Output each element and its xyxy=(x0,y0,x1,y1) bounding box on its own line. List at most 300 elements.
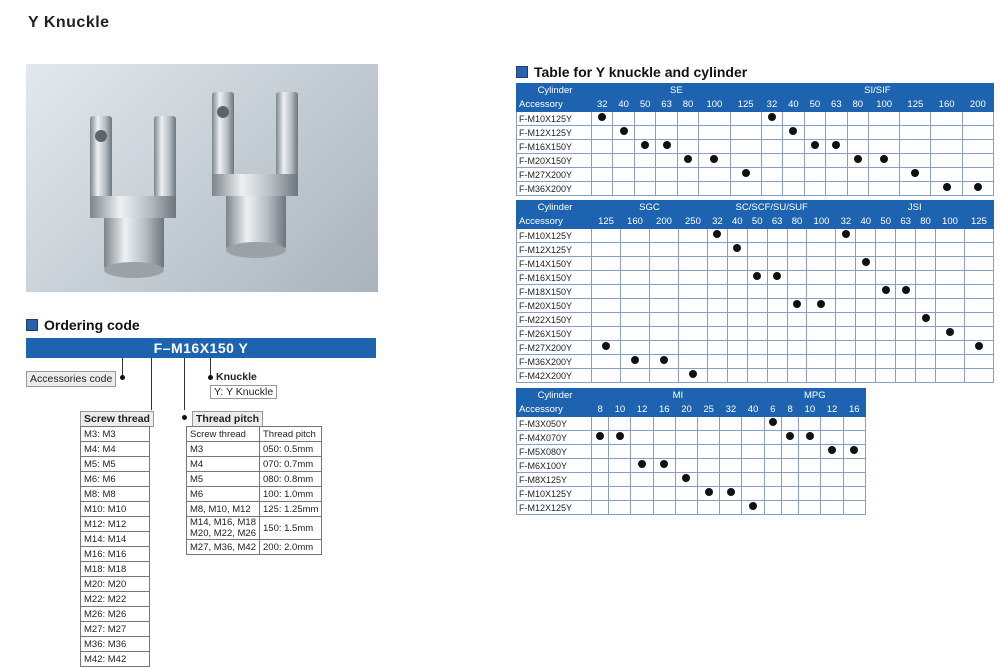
compat-cell xyxy=(856,257,876,271)
pitch-value-cell: 125: 1.25mm xyxy=(260,502,322,517)
ordering-code-bar: F–M16X150 Y xyxy=(26,338,376,358)
bore-size-header: 40 xyxy=(727,215,747,229)
pitch-header-cell: Screw thread xyxy=(187,427,260,442)
screw-thread-cell: M18: M18 xyxy=(81,562,150,577)
compat-cell xyxy=(707,257,727,271)
compat-cell xyxy=(649,355,678,369)
compat-cell xyxy=(821,501,843,515)
compat-cell xyxy=(935,271,964,285)
compatible-dot-icon xyxy=(689,370,697,378)
compat-cell xyxy=(747,341,767,355)
cylinder-label: Cylinder xyxy=(517,389,592,403)
compat-cell xyxy=(764,417,781,431)
compat-cell xyxy=(964,327,993,341)
accessory-name: F-M16X150Y xyxy=(517,271,592,285)
compat-cell xyxy=(783,154,804,168)
screw-thread-row xyxy=(81,457,150,472)
screw-thread-label: Screw thread xyxy=(80,411,154,427)
accessory-name: F-M42X200Y xyxy=(517,369,592,383)
compat-cell xyxy=(783,126,804,140)
compat-cell xyxy=(931,112,962,126)
compat-cell xyxy=(699,140,730,154)
compat-cell xyxy=(678,257,707,271)
compat-cell xyxy=(677,126,698,140)
compat-cell xyxy=(747,299,767,313)
compat-cell xyxy=(804,112,825,126)
compat-cell xyxy=(856,299,876,313)
compat-cell xyxy=(649,285,678,299)
compat-cell xyxy=(876,341,896,355)
compat-cell xyxy=(826,182,847,196)
compat-cell xyxy=(656,154,677,168)
compat-cell xyxy=(742,417,764,431)
pitch-thread-cell: M8, M10, M12 xyxy=(187,502,260,517)
compat-cell xyxy=(742,501,764,515)
compat-cell xyxy=(727,271,747,285)
bore-size-header: 12 xyxy=(631,403,653,417)
bore-size-header: 8 xyxy=(781,403,798,417)
compat-cell xyxy=(847,126,868,140)
compat-cell xyxy=(761,182,782,196)
compat-cell xyxy=(876,313,896,327)
accessory-name: F-M22X150Y xyxy=(517,313,592,327)
compat-cell xyxy=(592,271,621,285)
compat-cell xyxy=(592,445,609,459)
compat-cell xyxy=(916,257,936,271)
bore-size-header: 40 xyxy=(783,98,804,112)
accessory-name: F-M10X125Y xyxy=(517,112,592,126)
compat-cell xyxy=(807,313,836,327)
accessory-name: F-M20X150Y xyxy=(517,154,592,168)
compat-cell xyxy=(620,243,649,257)
compat-cell xyxy=(799,431,821,445)
bore-size-header: 100 xyxy=(807,215,836,229)
compat-cell xyxy=(742,431,764,445)
compat-cell xyxy=(826,126,847,140)
compat-cell xyxy=(707,285,727,299)
compat-cell xyxy=(807,257,836,271)
compatible-dot-icon xyxy=(749,502,757,510)
screw-thread-row xyxy=(81,637,150,652)
compat-cell xyxy=(807,229,836,243)
screw-thread-cell: M6: M6 xyxy=(81,472,150,487)
compat-cell xyxy=(677,168,698,182)
compat-cell xyxy=(730,140,761,154)
compat-cell xyxy=(592,431,609,445)
compat-cell xyxy=(631,487,653,501)
compatible-dot-icon xyxy=(862,258,870,266)
bore-header-row xyxy=(517,215,994,229)
compat-cell xyxy=(876,257,896,271)
screw-thread-cell: M16: M16 xyxy=(81,547,150,562)
accessory-label: Accessory xyxy=(517,215,592,229)
compat-cell xyxy=(896,369,916,383)
pitch-thread-cell: M27, M36, M42 xyxy=(187,540,260,555)
compatible-dot-icon xyxy=(793,300,801,308)
compat-cell xyxy=(935,229,964,243)
compatible-dot-icon xyxy=(880,155,888,163)
compatible-dot-icon xyxy=(753,272,761,280)
compat-cell xyxy=(962,112,993,126)
screw-thread-cell: M36: M36 xyxy=(81,637,150,652)
connector-dot xyxy=(120,375,125,380)
compat-cell xyxy=(896,355,916,369)
compatible-dot-icon xyxy=(854,155,862,163)
compat-cell xyxy=(620,341,649,355)
compat-cell xyxy=(592,459,609,473)
compat-cell xyxy=(592,473,609,487)
compat-cell xyxy=(656,140,677,154)
compat-cell xyxy=(821,431,843,445)
compat-cell xyxy=(592,257,621,271)
screw-thread-cell: M20: M20 xyxy=(81,577,150,592)
compat-cell xyxy=(653,417,675,431)
compat-cell xyxy=(856,341,876,355)
compat-cell xyxy=(764,473,781,487)
compat-cell xyxy=(836,285,856,299)
compat-cell xyxy=(631,459,653,473)
accessory-label: Accessory xyxy=(517,403,592,417)
product-photo xyxy=(26,64,378,292)
compat-cell xyxy=(962,126,993,140)
compat-cell xyxy=(896,327,916,341)
compat-cell xyxy=(843,431,865,445)
compat-cell xyxy=(707,327,727,341)
compatible-dot-icon xyxy=(911,169,919,177)
screw-thread-cell: M42: M42 xyxy=(81,652,150,667)
compatible-dot-icon xyxy=(786,432,794,440)
accessory-name: F-M6X100Y xyxy=(517,459,592,473)
compatible-dot-icon xyxy=(832,141,840,149)
compat-cell xyxy=(613,140,634,154)
compat-cell xyxy=(631,445,653,459)
compat-cell xyxy=(916,327,936,341)
compat-cell xyxy=(916,369,936,383)
bore-size-header: 32 xyxy=(720,403,742,417)
compat-cell xyxy=(707,229,727,243)
compatible-dot-icon xyxy=(684,155,692,163)
compat-cell xyxy=(675,459,697,473)
connector-line xyxy=(151,358,152,410)
compat-cell xyxy=(869,126,900,140)
compat-cell xyxy=(916,229,936,243)
pitch-thread-cell: M4 xyxy=(187,457,260,472)
compat-cell xyxy=(876,327,896,341)
bore-header-row xyxy=(517,98,994,112)
compatible-dot-icon xyxy=(663,141,671,149)
compat-cell xyxy=(592,243,621,257)
compat-cell xyxy=(761,168,782,182)
compat-cell xyxy=(799,417,821,431)
bore-size-header: 125 xyxy=(730,98,761,112)
compat-cell xyxy=(747,369,767,383)
cylinder-group-header: SE xyxy=(592,84,762,98)
compat-cell xyxy=(631,431,653,445)
screw-thread-table xyxy=(80,426,150,667)
compat-cell xyxy=(807,327,836,341)
compat-cell xyxy=(634,126,655,140)
compat-cell xyxy=(764,487,781,501)
bore-size-header: 16 xyxy=(653,403,675,417)
pitch-value-cell: 200: 2.0mm xyxy=(260,540,322,555)
compat-cell xyxy=(804,126,825,140)
compat-cell xyxy=(843,473,865,487)
compat-cell xyxy=(764,501,781,515)
accessory-row xyxy=(517,285,994,299)
accessory-row xyxy=(517,154,994,168)
compat-cell xyxy=(592,299,621,313)
compat-cell xyxy=(962,182,993,196)
compat-cell xyxy=(620,313,649,327)
compatible-dot-icon xyxy=(768,113,776,121)
compat-cell xyxy=(609,473,631,487)
compat-cell xyxy=(764,459,781,473)
compat-cell xyxy=(876,271,896,285)
compat-cell xyxy=(964,369,993,383)
compat-cell xyxy=(592,182,613,196)
compat-cell xyxy=(592,229,621,243)
compat-cell xyxy=(767,369,787,383)
accessory-row xyxy=(517,168,994,182)
compat-cell xyxy=(836,313,856,327)
compat-cell xyxy=(869,182,900,196)
accessory-name: F-M3X050Y xyxy=(517,417,592,431)
compat-cell xyxy=(781,431,798,445)
bore-header-row xyxy=(517,403,866,417)
accessory-name: F-M20X150Y xyxy=(517,299,592,313)
compat-cell xyxy=(900,182,931,196)
bore-size-header: 160 xyxy=(620,215,649,229)
cylinder-group-header: MI xyxy=(592,389,765,403)
compat-cell xyxy=(807,341,836,355)
pitch-value-cell: 050: 0.5mm xyxy=(260,442,322,457)
compat-cell xyxy=(653,501,675,515)
bore-size-header: 50 xyxy=(876,215,896,229)
compat-cell xyxy=(707,313,727,327)
bore-size-header: 8 xyxy=(592,403,609,417)
compat-cell xyxy=(836,341,856,355)
accessory-name: F-M36X200Y xyxy=(517,355,592,369)
compat-cell xyxy=(649,327,678,341)
compat-cell xyxy=(592,369,621,383)
compat-cell xyxy=(787,327,807,341)
screw-thread-cell: M27: M27 xyxy=(81,622,150,637)
accessory-name: F-M16X150Y xyxy=(517,140,592,154)
compat-cell xyxy=(896,271,916,285)
compat-cell xyxy=(727,327,747,341)
compatible-dot-icon xyxy=(638,460,646,468)
bore-size-header: 250 xyxy=(678,215,707,229)
compat-cell xyxy=(613,182,634,196)
compatible-dot-icon xyxy=(631,356,639,364)
compat-cell xyxy=(804,140,825,154)
compat-cell xyxy=(931,154,962,168)
accessory-name: F-M12X125Y xyxy=(517,243,592,257)
compat-cell xyxy=(747,327,767,341)
compat-cell xyxy=(649,341,678,355)
compatible-dot-icon xyxy=(616,432,624,440)
compat-cell xyxy=(677,182,698,196)
compat-cell xyxy=(707,271,727,285)
compat-cell xyxy=(916,355,936,369)
compat-cell xyxy=(962,154,993,168)
compat-cell xyxy=(896,243,916,257)
compat-cell xyxy=(869,154,900,168)
compat-cell xyxy=(856,285,876,299)
compat-cell xyxy=(747,285,767,299)
compat-cell xyxy=(727,229,747,243)
compat-cell xyxy=(767,271,787,285)
compat-cell xyxy=(843,501,865,515)
compat-cell xyxy=(896,341,916,355)
compat-cell xyxy=(781,459,798,473)
thread-pitch-table xyxy=(186,426,322,555)
compat-cell xyxy=(931,168,962,182)
thread-pitch-label: Thread pitch xyxy=(192,411,263,427)
compat-cell xyxy=(964,285,993,299)
compatible-dot-icon xyxy=(975,342,983,350)
compat-cell xyxy=(935,341,964,355)
compat-cell xyxy=(764,445,781,459)
bore-size-header: 50 xyxy=(747,215,767,229)
connector-line xyxy=(122,358,123,376)
compat-cell xyxy=(843,459,865,473)
accessory-row xyxy=(517,417,866,431)
compat-cell xyxy=(609,445,631,459)
pitch-value-cell: 070: 0.7mm xyxy=(260,457,322,472)
compat-cell xyxy=(678,285,707,299)
compat-cell xyxy=(678,229,707,243)
compat-cell xyxy=(767,299,787,313)
bore-size-header: 63 xyxy=(826,98,847,112)
compat-cell xyxy=(826,154,847,168)
screw-thread-list xyxy=(80,426,150,667)
screw-thread-row xyxy=(81,532,150,547)
bore-size-header: 125 xyxy=(592,215,621,229)
compat-cell xyxy=(847,112,868,126)
screw-thread-cell: M12: M12 xyxy=(81,517,150,532)
compat-cell xyxy=(767,341,787,355)
cylinder-header-row xyxy=(517,389,866,403)
compat-cell xyxy=(836,229,856,243)
compat-cell xyxy=(876,285,896,299)
compat-cell xyxy=(620,257,649,271)
compat-cell xyxy=(742,445,764,459)
compat-cell xyxy=(799,459,821,473)
pitch-value-cell: 080: 0.8mm xyxy=(260,472,322,487)
compat-cell xyxy=(675,487,697,501)
y-knuckle-illustration xyxy=(26,64,378,292)
compat-cell xyxy=(678,299,707,313)
compat-cell xyxy=(821,459,843,473)
compat-cell xyxy=(821,487,843,501)
screw-thread-row xyxy=(81,427,150,442)
compatible-dot-icon xyxy=(733,244,741,252)
screw-thread-row xyxy=(81,502,150,517)
compat-cell xyxy=(781,501,798,515)
compat-cell xyxy=(730,168,761,182)
knuckle-label: Knuckle xyxy=(216,371,257,383)
cylinder-label: Cylinder xyxy=(517,201,592,215)
accessory-row xyxy=(517,445,866,459)
compatible-dot-icon xyxy=(727,488,735,496)
pitch-row xyxy=(187,457,322,472)
compat-cell xyxy=(767,257,787,271)
compatible-dot-icon xyxy=(660,356,668,364)
compatible-dot-icon xyxy=(641,141,649,149)
bore-size-header: 80 xyxy=(847,98,868,112)
compat-cell xyxy=(592,112,613,126)
bore-size-header: 200 xyxy=(962,98,993,112)
compat-cell xyxy=(804,168,825,182)
square-bullet-icon xyxy=(26,319,38,331)
compat-cell xyxy=(649,243,678,257)
compat-cell xyxy=(675,431,697,445)
compat-cell xyxy=(856,313,876,327)
compat-cell xyxy=(876,299,896,313)
compat-cell xyxy=(592,313,621,327)
compat-cell xyxy=(964,299,993,313)
compat-cell xyxy=(781,417,798,431)
compat-cell xyxy=(836,355,856,369)
compat-cell xyxy=(787,243,807,257)
compat-cell xyxy=(727,355,747,369)
compat-cell xyxy=(656,182,677,196)
compat-cell xyxy=(634,168,655,182)
compat-cell xyxy=(613,112,634,126)
bore-size-header: 25 xyxy=(698,403,720,417)
compat-cell xyxy=(730,112,761,126)
accessory-row xyxy=(517,327,994,341)
pitch-row xyxy=(187,487,322,502)
compat-cell xyxy=(900,140,931,154)
compat-cell xyxy=(649,229,678,243)
compat-cell xyxy=(787,313,807,327)
compat-cell xyxy=(931,140,962,154)
compat-cell xyxy=(656,126,677,140)
compat-cell xyxy=(783,140,804,154)
accessory-row xyxy=(517,431,866,445)
compat-cell xyxy=(698,445,720,459)
compat-cell xyxy=(836,271,856,285)
bore-size-header: 40 xyxy=(742,403,764,417)
compat-cell xyxy=(787,369,807,383)
accessory-row xyxy=(517,299,994,313)
compat-cell xyxy=(935,299,964,313)
compat-cell xyxy=(836,327,856,341)
ordering-code-heading: Ordering code xyxy=(26,317,140,333)
compat-cell xyxy=(826,140,847,154)
compat-cell xyxy=(807,299,836,313)
compat-cell xyxy=(783,112,804,126)
bore-size-header: 100 xyxy=(935,215,964,229)
compat-cell xyxy=(761,154,782,168)
screw-thread-row xyxy=(81,442,150,457)
compat-cell xyxy=(620,327,649,341)
selection-table-1 xyxy=(516,83,994,196)
compatible-dot-icon xyxy=(705,488,713,496)
screw-thread-row xyxy=(81,487,150,502)
compat-cell xyxy=(720,501,742,515)
accessory-row xyxy=(517,501,866,515)
screw-thread-cell: M22: M22 xyxy=(81,592,150,607)
compat-cell xyxy=(699,168,730,182)
compat-cell xyxy=(900,154,931,168)
accessory-row xyxy=(517,140,994,154)
compat-cell xyxy=(916,271,936,285)
screw-thread-cell: M26: M26 xyxy=(81,607,150,622)
compat-cell xyxy=(856,327,876,341)
